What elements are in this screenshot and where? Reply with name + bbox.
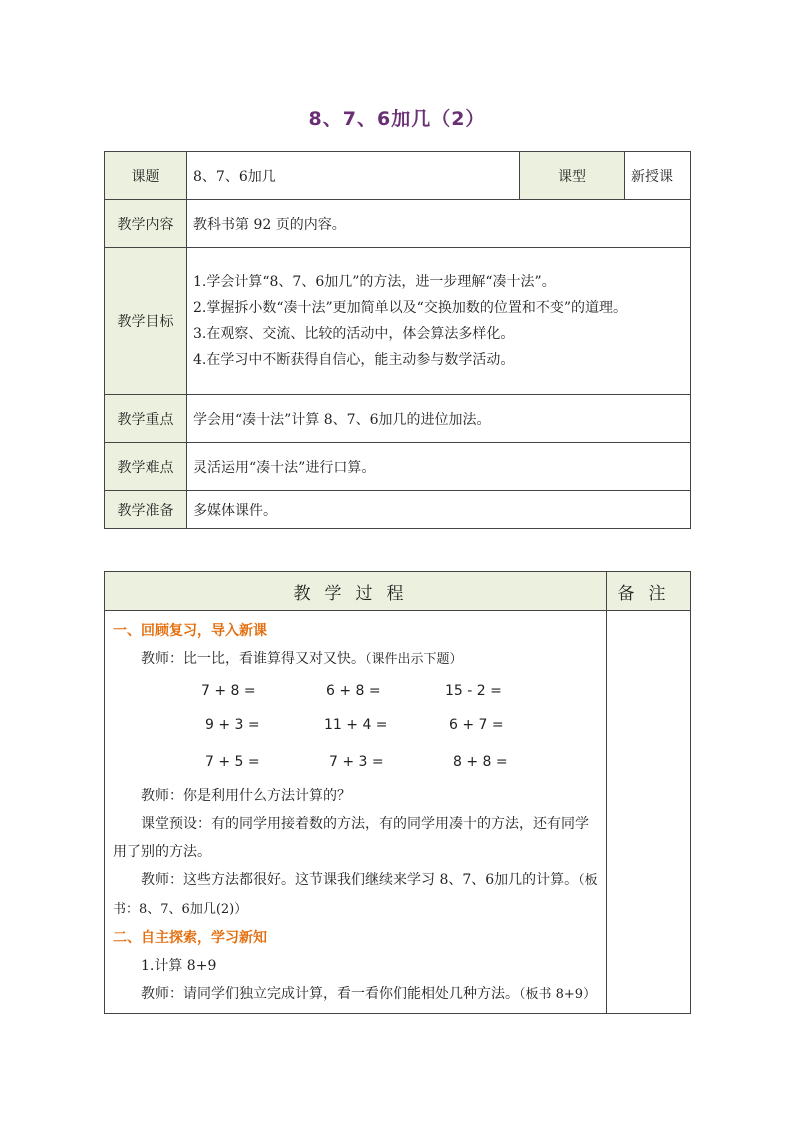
prep-label: 教学准备 [105,491,187,529]
type-value: 新授课 [625,152,691,200]
key-label: 教学重点 [105,395,187,443]
paragraph-note: （课件出示下题） [365,652,463,667]
paragraph: 教师：比一比，看谁算得又对又快。 [141,651,365,667]
goal-item: 4.在学习中不断获得自信心，能主动参与数学活动。 [193,352,515,368]
difficulty-label: 教学难点 [105,443,187,491]
process-table [104,571,691,1014]
paragraph: 1.计算 8+9 [141,958,217,974]
equation: 8 + 8 = [453,754,508,770]
paragraph: 教师：你是利用什么方法计算的？ [141,788,351,804]
notes-cell [607,611,691,1014]
equation: 9 + 3 = [205,717,260,733]
content-value: 教科书第 92 页的内容。 [187,200,691,248]
prep-value: 多媒体课件。 [187,491,691,529]
equation: 11 + 4 = [324,717,388,733]
goals-label: 教学目标 [105,248,187,395]
equation-row [113,674,598,708]
goal-item: 3.在观察、交流、比较的活动中，体会算法多样化。 [193,326,515,342]
paragraph-note: （板书：8、7、6加几(2)） [113,873,598,917]
difficulty-value: 灵活运用“凑十法”进行口算。 [187,443,691,491]
process-body [105,611,607,1014]
content-label: 教学内容 [105,200,187,248]
paragraph: 教师：这些方法都很好。这节课我们继续来学习 8、7、6加几的计算。 [141,872,579,888]
equation-row [113,742,598,782]
equation: 7 + 3 = [329,754,384,770]
page-title: 8、7、6加几（2） [308,108,486,130]
key-value: 学会用“凑十法”计算 8、7、6加几的进位加法。 [187,395,691,443]
topic-label: 课题 [105,152,187,200]
paragraph: 课堂预设：有的同学用接着数的方法，有的同学用凑十的方法，还有同学用了别的方法。 [113,816,589,860]
goal-item: 1.学会计算“8、7、6加几”的方法，进一步理解“凑十法”。 [193,274,556,290]
goals-list [187,248,691,395]
equation: 15 - 2 = [445,683,502,699]
paragraph: 教师：请同学们独立完成计算，看一看你们能相处几种方法。 [141,986,519,1002]
type-label: 课型 [520,152,625,200]
equation: 6 + 7 = [449,717,504,733]
section-heading: 二、自主探索，学习新知 [113,930,267,946]
section-heading: 一、回顾复习，导入新课 [113,623,267,639]
info-table [104,151,691,529]
equation-row [113,708,598,742]
topic-value: 8、7、6加几 [187,152,520,200]
notes-header: 备注 [607,572,691,611]
equation: 7 + 5 = [205,754,260,770]
equation: 6 + 8 = [326,683,381,699]
process-header: 教学过程 [105,572,607,611]
paragraph-note: （板书 8+9） [519,987,597,1002]
equation: 7 + 8 = [201,683,256,699]
goal-item: 2.掌握拆小数“凑十法”更加简单以及“交换加数的位置和不变”的道理。 [193,300,627,316]
